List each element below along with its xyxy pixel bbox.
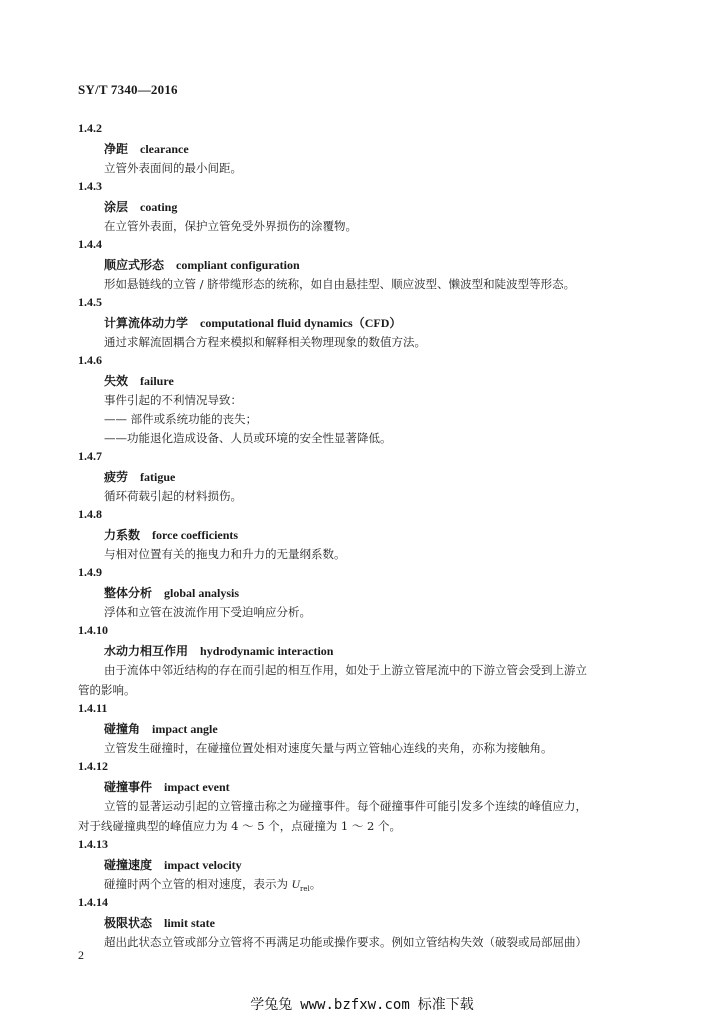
entry-definition-item: ——功能退化造成设备、人员或环境的安全性显著降低。	[104, 431, 392, 445]
entry-definition: 由于流体中邻近结构的存在而引起的相互作用，如处于上游立管尾流中的下游立管会受到上游立	[104, 663, 587, 677]
entry-term: 极限状态 limit state	[104, 916, 215, 930]
entry-term: 失效 failure	[104, 374, 174, 388]
entry-definition: 立管发生碰撞时，在碰撞位置处相对速度矢量与两立管轴心连线的夹角，亦称为接触角。	[104, 741, 553, 755]
entry-definition: 立管的显著运动引起的立管撞击称之为碰撞事件。每个碰撞事件可能引发多个连续的峰值应力，	[104, 799, 587, 813]
entry-term: 力系数 force coefficients	[104, 528, 239, 542]
entry-term: 碰撞角 impact angle	[104, 722, 218, 736]
entry-number: 1.4.3	[78, 179, 102, 193]
entry-number: 1.4.13	[78, 837, 108, 851]
entry-definition-item: —— 部件或系统功能的丧失；	[104, 412, 258, 426]
entry-term: 涂层 coating	[104, 200, 178, 214]
entry-definition: 循环荷载引起的材料损伤。	[104, 489, 242, 503]
entry-definition: 浮体和立管在波流作用下受迫响应分析。	[104, 605, 311, 619]
entry-definition: 事件引起的不利情况导致：	[104, 393, 242, 407]
entry-number: 1.4.14	[78, 895, 108, 909]
entry-definition: 通过求解流固耦合方程来模拟和解释相关物理现象的数值方法。	[104, 335, 426, 349]
entry-number: 1.4.9	[78, 565, 102, 579]
entry-definition-continued: 管的影响。	[78, 683, 136, 697]
entry-term: 计算流体动力学 computational fluid dynamics（CFD）	[104, 316, 402, 330]
entry-number: 1.4.11	[78, 701, 108, 715]
entry-definition: 形如悬链线的立管 / 脐带缆形态的统称，如自由悬挂型、顺应波型、懒波型和陡波型等形态。	[104, 277, 576, 291]
entry-definition: 立管外表面间的最小间距。	[104, 161, 242, 175]
entry-definition-continued: 对于线碰撞典型的峰值应力为 4 ～ 5 个，点碰撞为 1 ～ 2 个。	[78, 819, 402, 833]
entry-number: 1.4.2	[78, 121, 102, 135]
entry-number: 1.4.7	[78, 449, 102, 463]
entry-number: 1.4.8	[78, 507, 102, 521]
entry-number: 1.4.12	[78, 759, 108, 773]
entry-term: 疲劳 fatigue	[104, 470, 176, 484]
entry-term: 净距 clearance	[104, 142, 189, 156]
site-watermark	[0, 994, 724, 1014]
entry-number: 1.4.10	[78, 623, 108, 637]
entry-number: 1.4.6	[78, 353, 102, 367]
watermark-right: 标准下载	[417, 997, 474, 1013]
velocity-symbol: U	[291, 879, 300, 891]
entry-number: 1.4.4	[78, 237, 102, 251]
entry-definition: 在立管外表面，保护立管免受外界损伤的涂覆物。	[104, 219, 357, 233]
watermark-left: 学兔兔	[250, 997, 293, 1013]
entry-term: 碰撞事件 impact event	[104, 780, 230, 794]
page-number: 2	[78, 948, 84, 962]
velocity-subscript: rel	[299, 885, 310, 893]
entry-number: 1.4.5	[78, 295, 102, 309]
entry-term: 整体分析 global analysis	[104, 586, 240, 600]
entry-definition: 碰撞时两个立管的相对速度，表示为 $U_{rel}$。	[104, 877, 322, 893]
entry-term: 顺应式形态 compliant configuration	[104, 258, 300, 272]
entry-definition: 超出此状态立管或部分立管将不再满足功能或操作要求。例如立管结构失效（破裂或局部屈曲）	[104, 935, 587, 949]
entry-term: 碰撞速度 impact velocity	[104, 858, 242, 872]
entry-definition: 与相对位置有关的拖曳力和升力的无量纲系数。	[104, 547, 346, 561]
entry-term: 水动力相互作用 hydrodynamic interaction	[104, 644, 334, 658]
watermark-url: www.bzfxw.com	[300, 997, 410, 1013]
doc-code: SY/T 7340—2016	[78, 82, 178, 97]
